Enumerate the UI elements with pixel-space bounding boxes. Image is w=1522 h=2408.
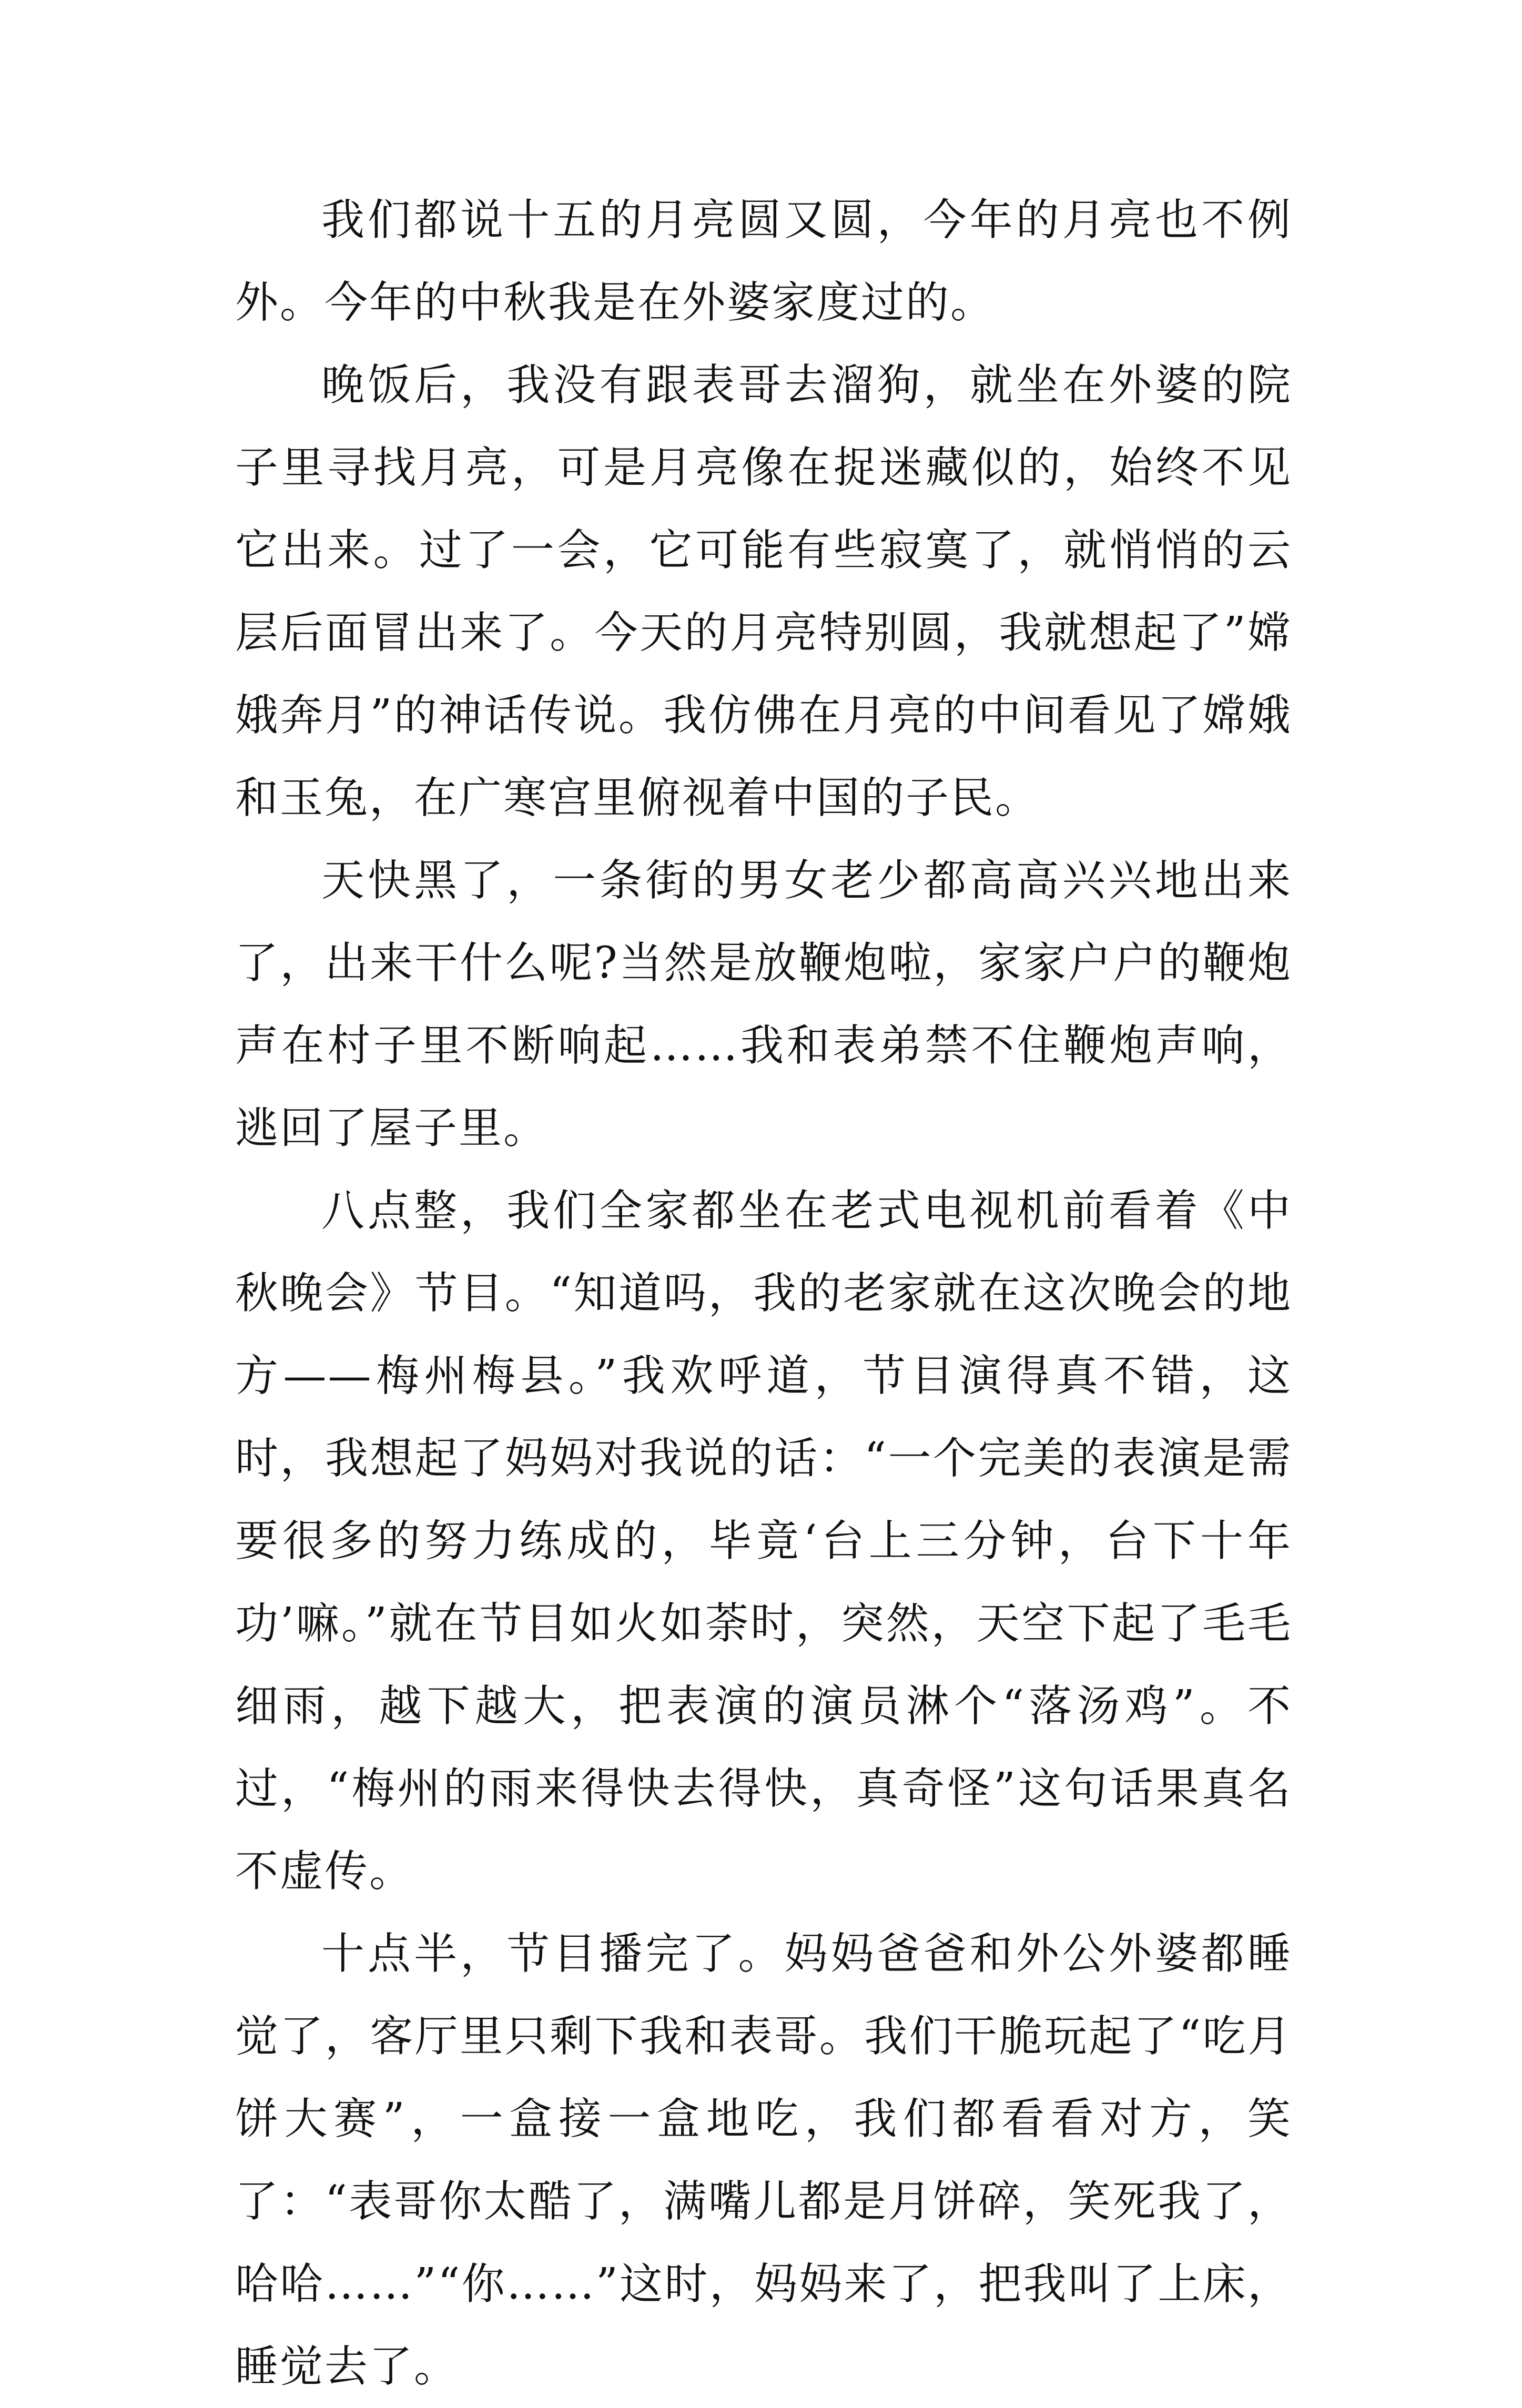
paragraph-3: 天快黑了，一条街的男女老少都高高兴兴地出来了，出来干什么呢?当然是放鞭炮啦，家家户户的鞭炮声在村子里不断响起……我和表弟禁不住鞭炮声响，逃回了屋子里。 (235, 856, 1292, 1153)
essay-body (235, 179, 1292, 2408)
paragraph-1: 我们都说十五的月亮圆又圆，今年的月亮也不例外。今年的中秋我是在外婆家度过的。 (235, 195, 1292, 328)
paragraph-5: 十点半，节目播完了。妈妈爸爸和外公外婆都睡觉了，客厅里只剩下我和表哥。我们干脆玩起了“吃月饼大赛”，一盒接一盒地吃，我们都看看对方，笑了：“表哥你太酷了，满嘴儿都是月饼碎，笑死我了，哈哈……”“你……”这时，妈妈来了，把我叫了上床，睡觉去了。 (235, 1929, 1292, 2392)
paragraph-2: 晚饭后，我没有跟表哥去溜狗，就坐在外婆的院子里寻找月亮，可是月亮像在捉迷藏似的，始终不见它出来。过了一会，它可能有些寂寞了，就悄悄的云层后面冒出来了。今天的月亮特别圆，我就想起了”嫦娥奔月”的神话传说。我仿佛在月亮的中间看见了嫦娥和玉兔，在广寒宫里俯视着中国的子民。 (235, 360, 1292, 823)
paragraph-4: 八点整，我们全家都坐在老式电视机前看着《中秋晚会》节目。“知道吗，我的老家就在这次晚会的地方——梅州梅县。”我欢呼道，节目演得真不错，这时，我想起了妈妈对我说的话：“一个完美的表演是需要很多的努力练成的，毕竟‘台上三分钟，台下十年功’嘛。”就在节目如火如荼时，突然，天空下起了毛毛细雨，越下越大，把表演的演员淋个“落汤鸡”。不过，“梅州的雨来得快去得快，真奇怪”这句话果真名不虚传。 (235, 1186, 1292, 1896)
